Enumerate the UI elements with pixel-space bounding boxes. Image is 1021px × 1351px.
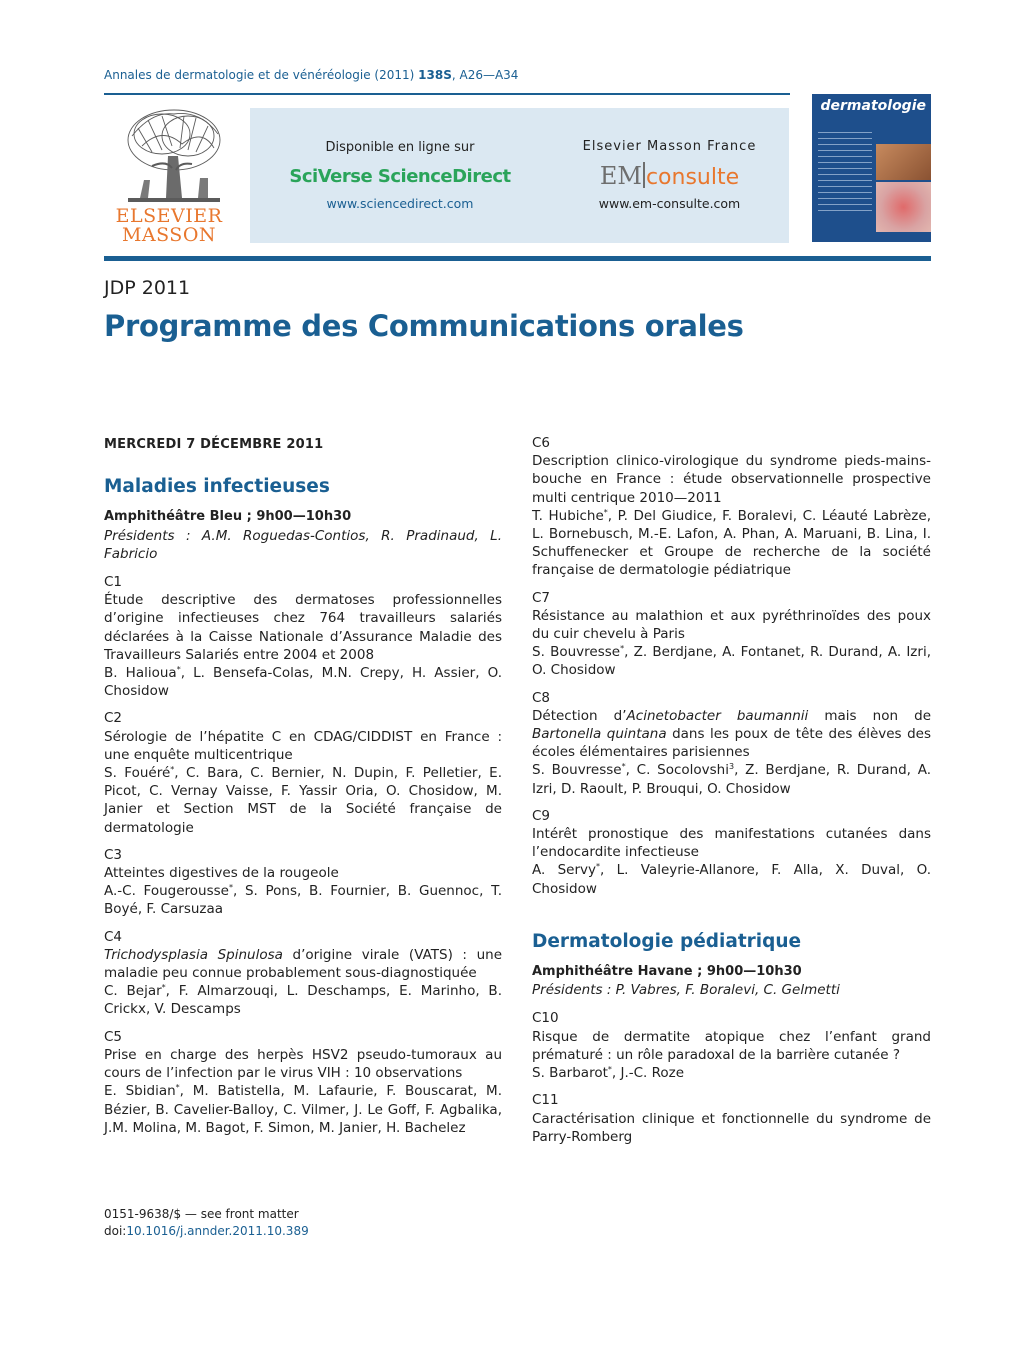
abstract-id: C4 — [104, 928, 123, 945]
abstract-authors: S. Barbarot*, J.-C. Roze — [532, 1065, 685, 1082]
available-online-label: Disponible en ligne sur — [325, 140, 475, 155]
session-room: Amphithéâtre Bleu ; 9h00—10h30 — [104, 509, 352, 525]
abstract-title: Risque de dermatite atopique chez l’enfant grand prématuré : un rôle paradoxal de la barrière cutanée ? — [532, 1028, 931, 1063]
publisher-name-masson: MASSON — [121, 224, 217, 246]
cover-photo-bottom — [876, 182, 931, 232]
journal-pages: , A26—A34 — [451, 68, 519, 82]
abstract-id: C11 — [532, 1092, 559, 1109]
abstract-item — [532, 1009, 931, 1082]
sciencedirect-link[interactable]: www.sciencedirect.com — [326, 196, 474, 211]
abstract-authors: A. Servy*, L. Valeyrie-Allanore, F. Alla, X. Duval, O. Chosidow — [532, 862, 932, 897]
section-kicker: JDP 2011 — [104, 277, 191, 299]
abstract-authors: E. Sbidian*, M. Batistella, M. Lafaurie, F. Bouscarat, M. Bézier, B. Cavelier-Balloy, C. Vilmer, J. Le Goff, F. Agbalika, J.M. Molina, M. Bagot, F. Simon, M. Janier, H. Bachelez — [104, 1083, 502, 1136]
abstract-id: C5 — [104, 1028, 123, 1045]
page-footer — [104, 1206, 309, 1240]
abstract-title: Détection d’Acinetobacter baumannii mais non de Bartonella quintana dans les poux de tête des élèves des écoles élémentaires parisiennes — [532, 707, 932, 761]
session-title: Dermatologie pédiatrique — [532, 930, 802, 952]
session-title: Maladies infectieuses — [104, 476, 330, 498]
abstract-title: Trichodysplasia Spinulosa d’origine virale (VATS) : une maladie peu connue probablement sous-diagnostiquée — [104, 946, 502, 982]
abstract-id: C10 — [532, 1010, 559, 1027]
issn-line: 0151-9638/$ — see front matter — [104, 1207, 299, 1221]
em-logo-text: EM — [599, 162, 642, 190]
abstract-id: C3 — [104, 846, 123, 863]
abstract-item — [532, 1091, 931, 1146]
abstract-authors: C. Bejar*, F. Almarzouqi, L. Deschamps, E. Marinho, B. Crickx, V. Descamps — [104, 983, 502, 1018]
left-column — [104, 436, 502, 1146]
sciencedirect-block — [250, 108, 550, 243]
session-presidents: Présidents : P. Vabres, F. Boralevi, C. Gelmetti — [532, 982, 840, 999]
abstract-item — [104, 928, 502, 1019]
journal-volume: 138S — [418, 68, 452, 82]
em-consulte-logo — [550, 162, 789, 190]
em-consulte-block — [550, 108, 789, 243]
journal-cover-thumbnail — [812, 94, 931, 242]
availability-banner — [250, 108, 789, 243]
title-rule — [104, 256, 931, 261]
abstract-item — [532, 434, 931, 580]
abstract-authors: T. Hubiche*, P. Del Giudice, F. Boralevi, C. Léauté Labrèze, L. Bornebusch, M.-E. Lafon, A. Phan, A. Maruani, B. Lina, I. Schuffenecker et Groupe de recherche de la société française de dermatologie pédiatrique — [532, 507, 931, 579]
em-consulte-link[interactable]: www.em-consulte.com — [598, 196, 741, 211]
abstract-item — [532, 689, 931, 798]
abstract-title: Atteintes digestives de la rougeole — [104, 865, 339, 882]
abstract-item — [104, 1028, 502, 1137]
abstract-title: Étude descriptive des dermatoses professionnelles d’origine infectieuses chez 764 travailleurs salariés déclarées à la Caisse Nationale d’Assurance Maladie des Travailleurs Salariés entre 2004 et 2008 — [104, 592, 502, 663]
journal-citation — [104, 68, 518, 82]
abstract-authors: S. Bouvresse*, C. Socolovshi$^3$, Z. Berdjane, R. Durand, A. Izri, D. Raoult, P. Brouqui, O. Chosidow — [532, 762, 931, 797]
elsevier-masson-logo — [104, 106, 234, 244]
abstract-title: Prise en charge des herpès HSV2 pseudo-tumoraux au cours de l’infection par le virus VIH : 10 observations — [104, 1046, 502, 1082]
elsevier-tree-icon — [122, 106, 226, 206]
abstract-id: C1 — [104, 574, 123, 591]
abstract-item — [532, 589, 931, 680]
session-info — [532, 963, 931, 999]
right-column — [532, 434, 931, 1155]
abstract-item — [104, 573, 502, 700]
abstract-item — [532, 807, 931, 898]
abstract-title: Sérologie de l’hépatite C en CDAG/CIDDIST en France : une enquête multicentrique — [104, 728, 502, 763]
abstract-id: C6 — [532, 435, 551, 451]
header-rule — [104, 93, 790, 95]
spacer — [532, 907, 931, 933]
abstract-title: Description clinico-virologique du syndrome pieds-mains-bouche en France : étude observationnelle prospective multi centrique 2010—2011 — [532, 453, 931, 506]
abstract-item — [104, 846, 502, 919]
abstract-id: C9 — [532, 807, 551, 824]
abstract-title: Intérêt pronostique des manifestations cutanées dans l’endocardite infectieuse — [532, 826, 931, 861]
session-info — [104, 508, 502, 563]
publisher-name-elsevier: ELSEVIER — [115, 205, 223, 227]
cover-photo-top — [876, 144, 931, 180]
doi-link[interactable]: 10.1016/j.annder.2011.10.389 — [126, 1224, 309, 1238]
session-room: Amphithéâtre Havane ; 9h00—10h30 — [532, 964, 802, 980]
day-heading: MERCREDI 7 DÉCEMBRE 2011 — [104, 437, 324, 452]
abstract-id: C8 — [532, 689, 551, 706]
page-title: Programme des Communications orales — [104, 309, 744, 343]
abstract-title: Caractérisation clinique et fonctionnelle du syndrome de Parry-Romberg — [532, 1110, 931, 1145]
abstract-authors: B. Halioua*, L. Bensefa-Colas, M.N. Crepy, H. Assier, O. Chosidow — [104, 665, 503, 700]
doi-line: doi:10.1016/j.annder.2011.10.389 — [104, 1224, 309, 1238]
cover-text-lines — [818, 132, 872, 212]
abstract-item — [104, 709, 502, 836]
abstract-authors: S. Fouéré*, C. Bara, C. Bernier, N. Dupin, F. Pelletier, E. Picot, C. Vernay Vaisse, F. Yassir Oria, O. Chosidow, M. Janier et Section MST de la Société française de dermatologie — [104, 765, 503, 836]
cover-title: dermatologie — [820, 98, 926, 114]
journal-name: Annales de dermatologie et de vénéréologie (2011) — [104, 68, 415, 82]
abstract-id: C2 — [104, 710, 123, 727]
abstract-authors: A.-C. Fougerousse*, S. Pons, B. Fournier, B. Guennoc, T. Boyé, F. Carsuzaa — [104, 883, 502, 918]
abstract-title: Résistance au malathion et aux pyréthrinoïdes des poux du cuir chevelu à Paris — [532, 607, 931, 643]
abstract-id: C7 — [532, 589, 551, 606]
elsevier-masson-france-label: Elsevier Masson France — [582, 139, 757, 154]
session-presidents: Présidents : A.M. Roguedas-Contios, R. Pradinaud, L. Fabricio — [104, 527, 502, 562]
sciencedirect-logo: SciVerse ScienceDirect — [289, 166, 511, 187]
abstract-authors: S. Bouvresse*, Z. Berdjane, A. Fontanet, R. Durand, A. Izri, O. Chosidow — [532, 644, 931, 679]
em-logo-divider — [643, 162, 645, 188]
consulte-logo-text: consulte — [645, 165, 740, 190]
